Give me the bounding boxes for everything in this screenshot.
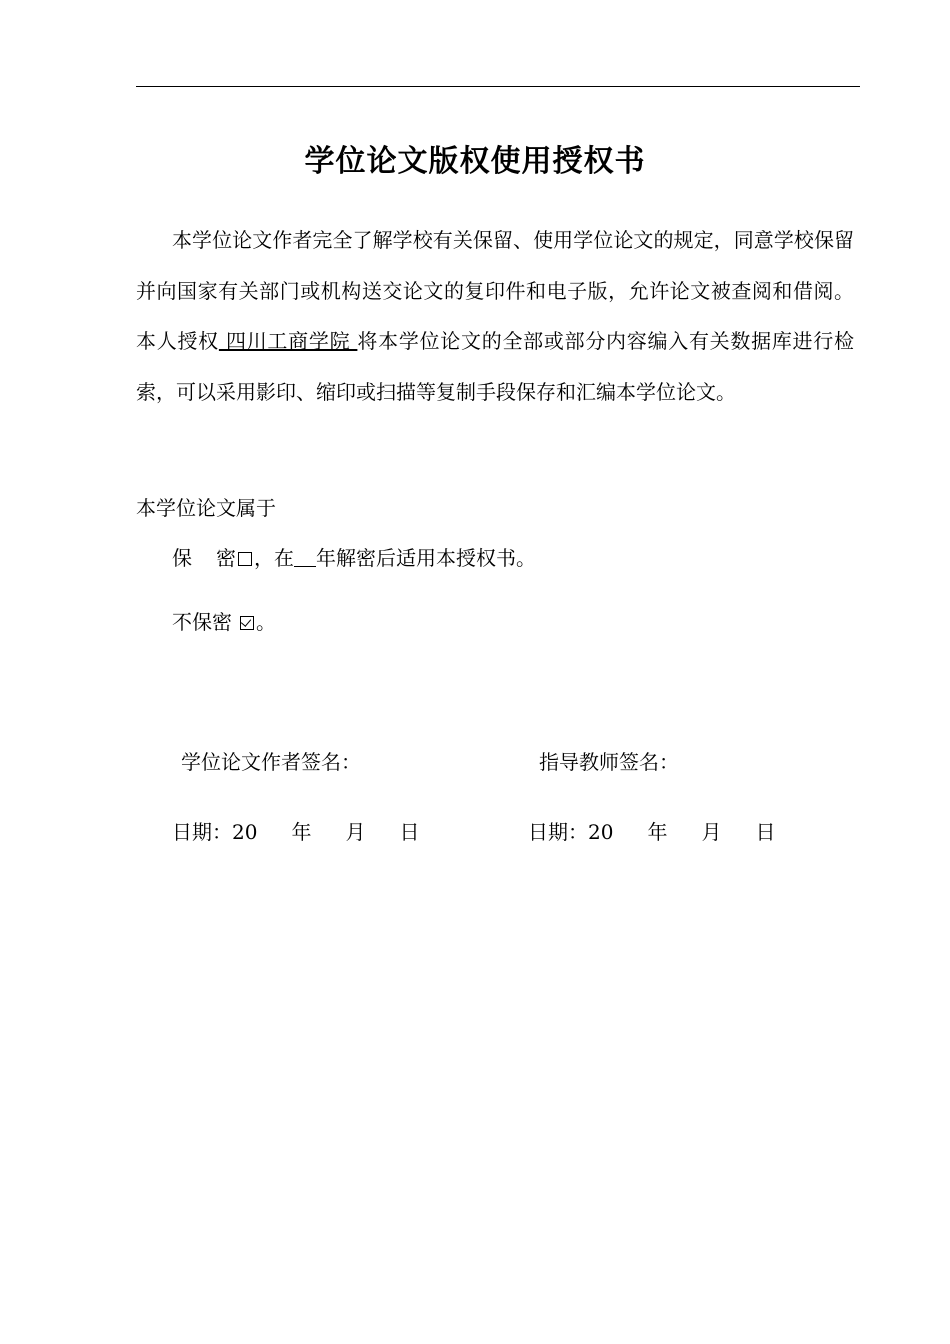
non-confidential-option xyxy=(172,606,276,635)
decrypt-year-blank[interactable] xyxy=(294,548,316,567)
date-label: 日期：20 xyxy=(528,820,614,844)
grantee-institution: 四川工商学院 xyxy=(218,329,358,353)
date-year-label: 年 xyxy=(291,820,312,844)
confidential-checkbox[interactable] xyxy=(238,552,252,566)
paragraph-text-1: 本学位论文作者完全了解学校有关保留、使用学位论文的规定，同意学校保留并向国家有关部门或机构送交论文的复印件和电子版，允许论文被查阅和借阅。本人授权 xyxy=(136,228,854,353)
advisor-date xyxy=(528,816,775,845)
advisor-signature-label: 指导教师签名： xyxy=(539,750,679,774)
non-confidential-label: 不保密 xyxy=(172,610,232,634)
author-date xyxy=(172,816,419,845)
belongs-label: 本学位论文属于 xyxy=(136,496,276,520)
paragraph-text-2: 将本学位论文的全部或部分内容编入有关数据库进行检索，可以采用影印、缩印或扫描等复制手段保存和汇编本学位论文。 xyxy=(136,329,855,404)
confidential-after-blank: 年解密后适用本授权书。 xyxy=(316,546,536,570)
confidential-after-box: ，在 xyxy=(254,546,294,570)
header-rule xyxy=(136,86,860,87)
page-title: 学位论文版权使用授权书 xyxy=(304,144,646,179)
authorization-paragraph xyxy=(136,215,854,417)
non-confidential-after-box: 。 xyxy=(256,610,276,634)
date-month-label: 月 xyxy=(345,820,366,844)
date-day-label: 日 xyxy=(755,820,776,844)
non-confidential-checkbox[interactable] xyxy=(240,616,254,630)
date-label: 日期：20 xyxy=(172,820,258,844)
confidential-option xyxy=(172,542,536,571)
confidential-label-b: 密 xyxy=(216,546,236,570)
date-day-label: 日 xyxy=(399,820,420,844)
date-month-label: 月 xyxy=(701,820,722,844)
confidential-label-a: 保 xyxy=(172,546,192,570)
date-year-label: 年 xyxy=(647,820,668,844)
author-signature-label: 学位论文作者签名： xyxy=(181,750,361,774)
